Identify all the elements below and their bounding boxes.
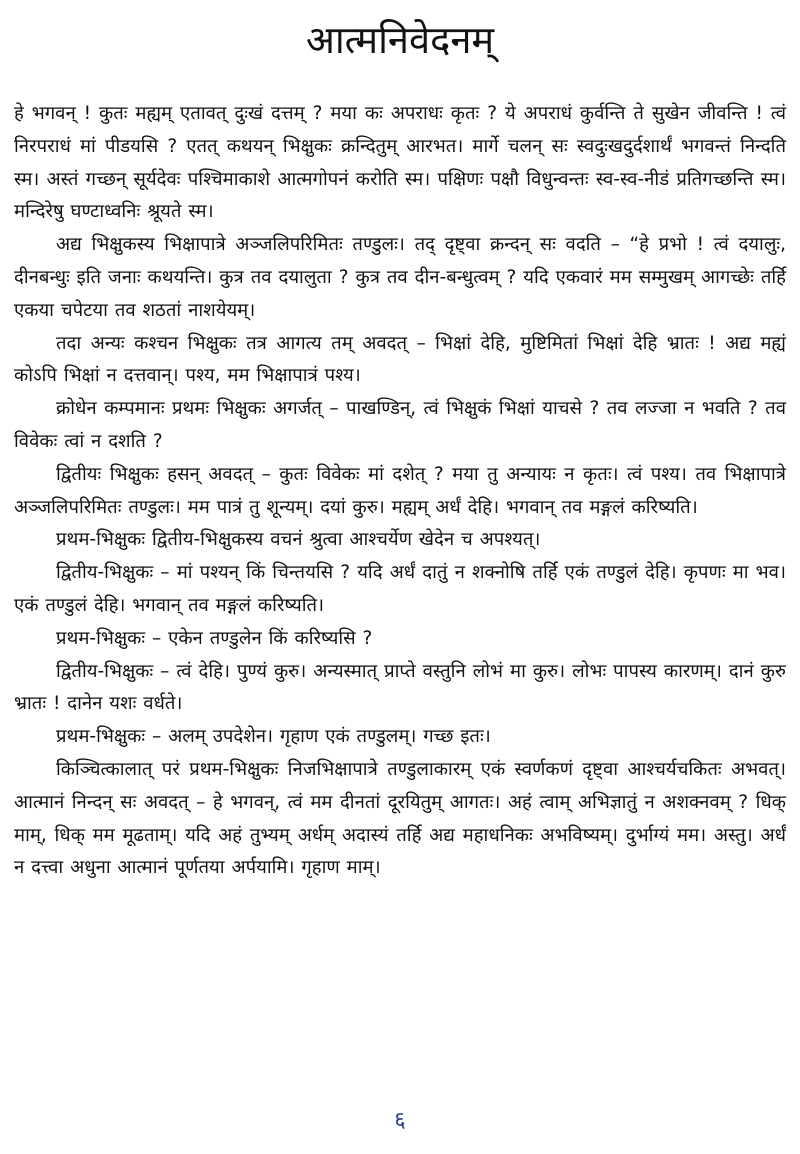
paragraph-10: प्रथम-भिक्षुकः – अलम् उपदेशेन। गृहाण एकं तण्डुलम्। गच्छ इतः। <box>56 726 491 748</box>
page-number: ६ <box>394 1108 406 1133</box>
page-title: आत्मनिवेदनम् <box>305 18 495 62</box>
paragraph-6: प्रथम-भिक्षुकः द्वितीय-भिक्षुकस्य वचनं श्रुत्वा आश्चर्येण खेदेन च अपश्यत्। <box>56 529 541 551</box>
paragraph-9: द्वितीय-भिक्षुकः – त्वं देहि। पुण्यं कुरु। अन्यस्मात् प्राप्ते वस्तुनि लोभं मा कुरु। लोभः पापस्य कारणम्। दानं कुरु भ्रातः ! दानेन यशः वर्धते। <box>14 660 786 715</box>
paragraph-7: द्वितीय-भिक्षुकः – मां पश्यन् किं चिन्तयसि ? यदि अर्धं दातुं न शक्नोषि तर्हि एकं तण्डुलं देहि। कृपणः मा भव। एकं तण्डुलं देहि। भगवान् तव मङ्गलं करिष्यति। <box>14 562 786 616</box>
paragraph-2: अद्य भिक्षुकस्य भिक्षापात्रे अञ्जलिपरिमितः तण्डुलः। तद् दृष्ट्वा क्रन्दन् सः वदति – “हे प्रभो ! त्वं दयालुः, दीनबन्धुः इति जनाः कथयन्ति। कुत्र तव दयालुता ? कुत्र तव दीन-बन्धुत्वम् ? यदि एकवारं मम सम्मुखम् आगच्छेः तर्हि एकया चपेटया तव शठतां नाशयेयम्। <box>14 234 786 321</box>
paragraph-4: क्रोधेन कम्पमानः प्रथमः भिक्षुकः अगर्जत् – पाखण्डिन्, त्वं भिक्षुकं भिक्षां याचसे ? तव लज्जा न भवति ? तव विवेकः त्वां न दशति ? <box>14 398 786 452</box>
paragraph-5: द्वितीयः भिक्षुकः हसन् अवदत् – कुतः विवेकः मां दशेत् ? मया तु अन्यायः न कृतः। त्वं पश्य। तव भिक्षापात्रे अञ्जलिपरिमितः तण्डुलः। मम पात्रं तु शून्यम्। दयां कुरु। मह्यम् अर्धं देहि। भगवान् तव मङ्गलं करिष्यति। <box>14 463 786 518</box>
body-text <box>14 98 786 885</box>
paragraph-1: हे भगवन् ! कुतः मह्यम् एतावत् दुःखं दत्तम् ? मया कः अपराधः कृतः ? ये अपराधं कुर्वन्ति ते सुखेन जीवन्ति ! त्वं निरपराधं मां पीडयसि ? एतत् कथयन् भिक्षुकः क्रन्दितुम् आरभत। मार्गे चलन् सः स्वदुःखदुर्दशार्थं भगवन्तं निन्दति स्म। अस्तं गच्छन् सूर्यदेवः पश्चिमाकाशे आत्मगोपनं करोति स्म। पक्षिणः पक्षौ विधुन्वन्तः स्व-स्व-नीडं प्रतिगच्छन्ति स्म। मन्दिरेषु घण्टाध्वनिः श्रूयते स्म। <box>14 103 786 223</box>
paragraph-3: तदा अन्यः कश्चन भिक्षुकः तत्र आगत्य तम् अवदत् – भिक्षां देहि, मुष्टिमितां भिक्षां देहि भ्रातः ! अद्य मह्यं कोऽपि भिक्षां न दत्तवान्। पश्य, मम भिक्षापात्रं पश्य। <box>14 332 786 387</box>
paragraph-11: किञ्चित्कालात् परं प्रथम-भिक्षुकः निजभिक्षापात्रे तण्डुलाकारम् एकं स्वर्णकणं दृष्ट्वा आश्चर्यचकितः अभवत्। आत्मानं निन्दन् सः अवदत् – हे भगवन्, त्वं मम दीनतां दूरयितुम् आगतः। अहं त्वाम् अभिज्ञातुं न अशक्नवम् ? धिक् माम्, धिक् मम मूढताम्। यदि अहं तुभ्यम् अर्धम् अदास्यं तर्हि अद्य महाधनिकः अभविष्यम्। दुर्भाग्यं मम। अस्तु। अर्धं न दत्त्वा अधुना आत्मानं पूर्णतया अर्पयामि। गृहाण माम्। <box>14 758 786 879</box>
paragraph-8: प्रथम-भिक्षुकः – एकेन तण्डुलेन किं करिष्यसि ? <box>56 627 373 649</box>
